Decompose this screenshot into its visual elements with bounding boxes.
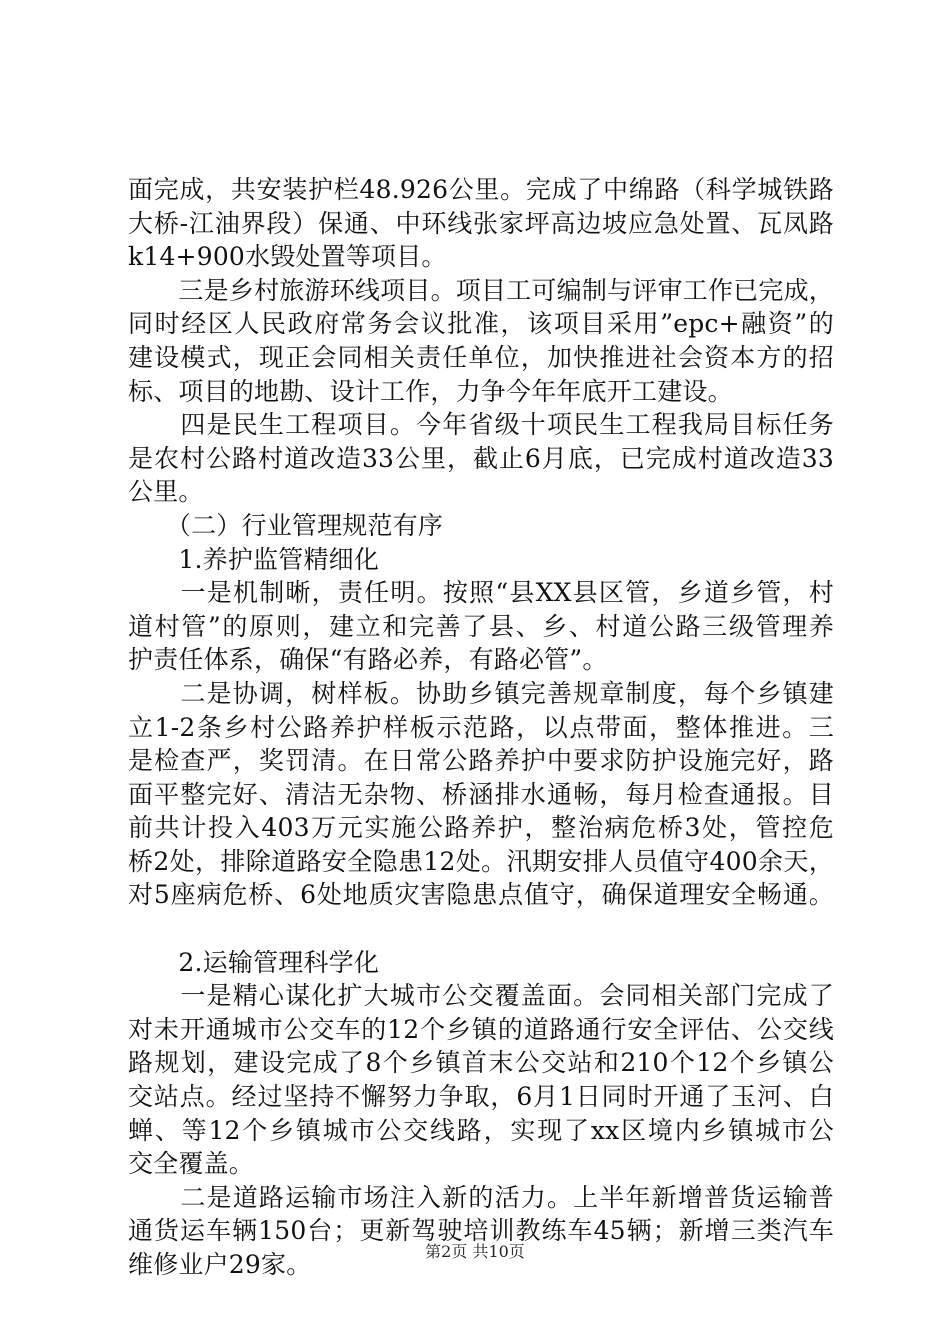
text-line: 一是精心谋化扩大城市公交覆盖面。会同相关部门完成了 <box>128 981 834 1011</box>
text-line: 桥2处，排除道路安全隐患12处。汛期安排人员值守400余天， <box>128 846 834 876</box>
text-line: 标、项目的地勘、设计工作，力争今年年底开工建设。 <box>128 376 733 406</box>
text-line: 2.运输管理科学化 <box>128 947 380 977</box>
text-line: 蝉、等12个乡镇城市公交线路，实现了xx区境内乡镇城市公 <box>128 1115 834 1145</box>
text-line: 立1-2条乡村公路养护样板示范路，以点带面，整体推进。三 <box>128 712 834 742</box>
text-line: 1.养护监管精细化 <box>128 544 380 574</box>
text-line: 路规划，建设完成了8个乡镇首末公交站和210个12个乡镇公 <box>128 1048 834 1078</box>
text-line: 同时经区人民政府常务会议批准，该项目采用”epc+融资”的 <box>128 309 834 339</box>
text-line: 维修业户29家。 <box>128 1250 312 1279</box>
text-line: 面平整完好、清洁无杂物、桥涵排水通畅，每月检查通报。目 <box>128 779 834 809</box>
text-line: 二是协调，树样板。协助乡镇完善规章制度，每个乡镇建 <box>128 678 834 708</box>
text-line: 是农村公路村道改造33公里，截止6月底，已完成村道改造33 <box>128 443 834 473</box>
text-line: 二是道路运输市场注入新的活力。上半年新增普货运输普 <box>128 1182 834 1212</box>
text-line: 公里。 <box>128 477 204 507</box>
text-line: 对5座病危桥、6处地质灾害隐患点值守，确保道理安全畅通。 <box>128 880 834 910</box>
text-line: k14+900水毁处置等项目。 <box>128 242 447 272</box>
text-line: 建设模式，现正会同相关责任单位，加快推进社会资本方的招 <box>128 342 834 372</box>
blank-line <box>128 912 834 946</box>
text-line: 是检查严，奖罚清。在日常公路养护中要求防护设施完好，路 <box>128 746 834 776</box>
text-line: 交站点。经过坚持不懈努力争取，6月1日同时开通了玉河、白 <box>128 1082 834 1112</box>
text-line: 交全覆盖。 <box>128 1149 255 1179</box>
text-line: 道村管”的原则，建立和完善了县、乡、村道公路三级管理养 <box>128 611 834 641</box>
text-line: 护责任体系，确保“有路必养，有路必管”。 <box>128 645 608 675</box>
text-line: 一是机制晰，责任明。按照“县XX县区管，乡道乡管，村 <box>128 578 834 608</box>
text-line: 面完成，共安装护栏48.926公里。完成了中绵路（科学城铁路 <box>128 175 834 204</box>
page-footer: 第2页 共10页 <box>425 1242 525 1261</box>
text-line: 对未开通城市公交车的12个乡镇的道路通行安全评估、公交线 <box>128 1014 834 1044</box>
text-line: 通货运车辆150台；更新驾驶培训教练车45辆；新增三类汽车 <box>128 1216 834 1246</box>
text-line: 四是民生工程项目。今年省级十项民生工程我局目标任务 <box>128 410 834 440</box>
text-line: 大桥-江油界段）保通、中环线张家坪高边坡应急处置、瓦凤路 <box>128 208 834 238</box>
text-line: （二）行业管理规范有序 <box>128 510 444 540</box>
text-line: 前共计投入403万元实施公路养护，整治病危桥3处，管控危 <box>128 813 834 843</box>
document-body <box>128 173 834 1282</box>
text-line: 三是乡村旅游环线项目。项目工可编制与评审工作已完成， <box>128 275 834 305</box>
